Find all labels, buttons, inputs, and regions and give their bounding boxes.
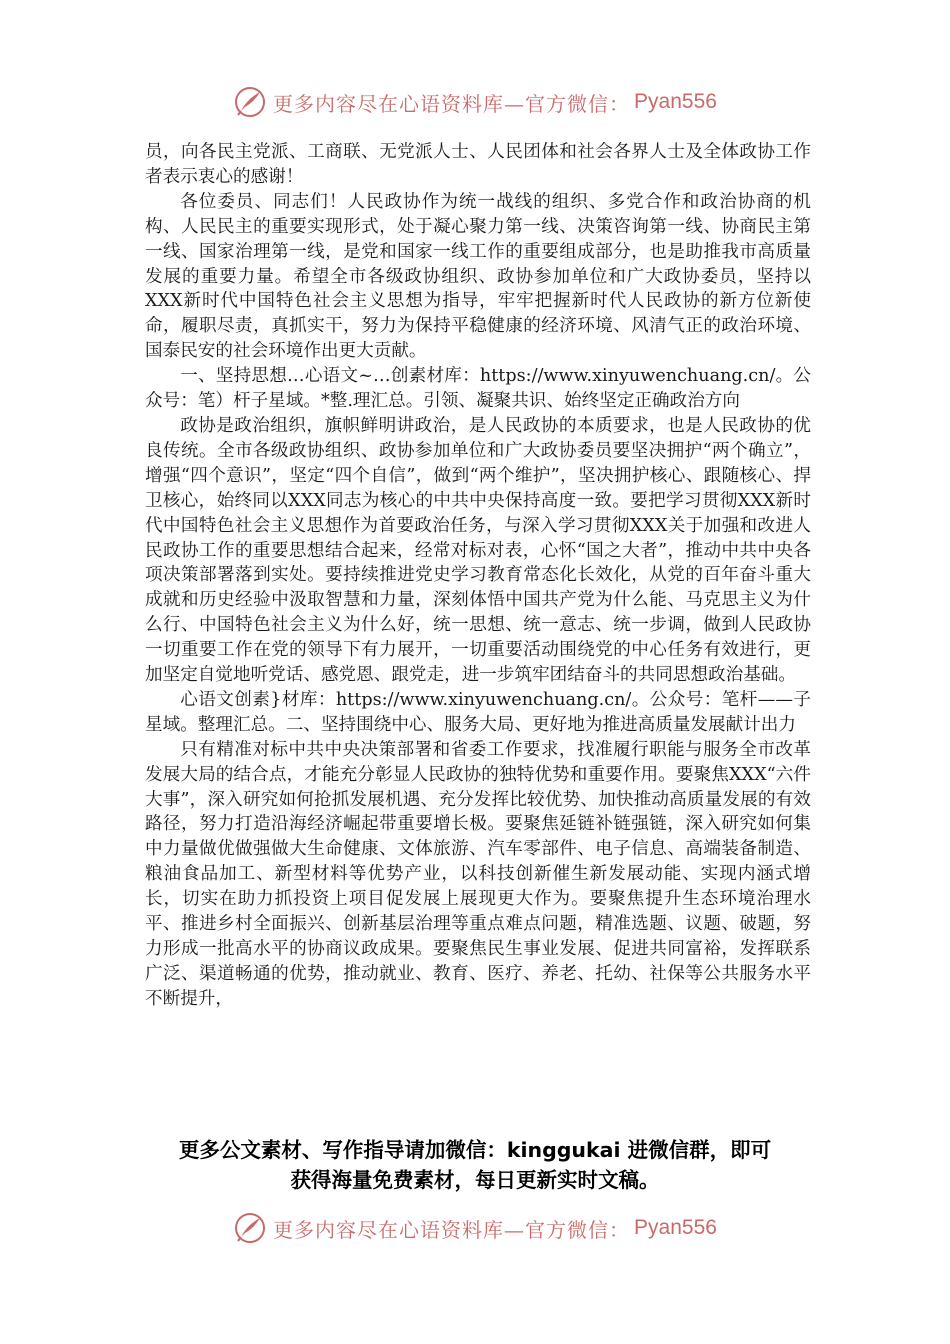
quill-logo-icon [233, 1211, 267, 1245]
watermark-wechat-id: Pyan556 [634, 1216, 717, 1239]
paragraph-section-1: 政协是政治组织，旗帜鲜明讲政治，是人民政协的本质要求，也是人民政协的优良传统。全市各级政协组织、政协参加单位和广大政协委员要坚决拥护“两个确立”，增强“四个意识”，坚定“四个自信”，做到“两个维护”，坚决拥护核心、跟随核心、捍卫核心，始终同以XXX同志为核心的中共中央保持高度一致。要把学习贯彻XXX新时代中国特色社会主义思想作为首要政治任务，与深入学习贯彻XXX关于加强和改进人民政协工作的重要思想结合起来，经常对标对表，心怀“国之大者”，推动中共中央各项决策部署落到实处。要持续推进党史学习教育常态化长效化，从党的百年奋斗重大成就和历史经验中汲取智慧和力量，深刻体悟中国共产党为什么能、马克思主义为什么行、中国特色社会主义为什么好，统一思想、统一意志、统一步调，做到人民政协一切重要工作在党的领导下有力展开，一切重要活动围绕党的中心任务有效进行，更加坚定自觉地听党话、感党恩、跟党走，进一步筑牢团结奋斗的共同思想政治基础。 [145, 415, 811, 686]
watermark-text: 更多内容尽在心语资料库—官方微信： [273, 1217, 631, 1242]
document-body [145, 140, 811, 1012]
paragraph-intro: 各位委员、同志们！人民政协作为统一战线的组织、多党合作和政治协商的机构、人民民主的重要实现形式，处于凝心聚力第一线、决策咨询第一线、协商民主第一线、国家治理第一线，是党和国家一线工作的重要组成部分，也是助推我市高质量发展的重要力量。希望全市各级政协组织、政协参加单位和广大政协委员，坚持以XXX新时代中国特色社会主义思想为指导，牢牢把握新时代人民政协的新方位新使命，履职尽责，真抓实干，努力为保持平稳健康的经济环境、风清气正的政治环境、国泰民安的社会环境作出更大贡献。 [145, 191, 811, 362]
quill-logo-icon [233, 85, 267, 119]
watermark-wechat-id: Pyan556 [634, 90, 717, 113]
promo-line-2: 获得海量免费素材，每日更新实时文稿。 [290, 1168, 660, 1192]
footer-watermark [0, 1208, 950, 1248]
header-watermark [0, 82, 950, 122]
promo-banner [0, 1135, 950, 1195]
watermark-text: 更多内容尽在心语资料库—官方微信： [273, 91, 631, 116]
paragraph-section-2: 只有精准对标中共中央决策部署和省委工作要求，找准履行职能与服务全市改革发展大局的结合点，才能充分彰显人民政协的独特优势和重要作用。要聚焦XXX“六件大事”，深入研究如何抢抓发展机遇、充分发挥比较优势、加快推动高质量发展的有效路径，努力打造沿海经济崛起带重要增长极。要聚焦延链补链强链，深入研究如何集中力量做优做强做大生命健康、文体旅游、汽车零部件、电子信息、高端装备制造、粮油食品加工、新型材料等优势产业，以科技创新催生新发展动能、实现内涵式增长，切实在助力抓投资上项目促发展上展现更大作为。要聚焦提升生态环境治理水平、推进乡村全面振兴、创新基层治理等重点难点问题，精准选题、议题、破题，努力形成一批高水平的协商议政成果。要聚焦民生事业发展、促进共同富裕，发挥联系广泛、渠道畅通的优势，推动就业、教育、医疗、养老、托幼、社保等公共服务水平不断提升， [145, 739, 811, 1009]
paragraph-continuation: 员，向各民主党派、工商联、无党派人士、人民团体和社会各界人士及全体政协工作者表示衷心的感谢！ [145, 142, 811, 187]
section-heading-2: 心语文创素}材库：https://www.xinyuwenchuang.cn/。公众号：笔杆——子星域。整理汇总。二、坚持围绕中心、服务大局、更好地为推进高质量发展献计出力 [145, 689, 811, 735]
promo-line-1: 更多公文素材、写作指导请加微信：kinggukai 进微信群，即可 [178, 1138, 772, 1162]
section-heading-1: 一、坚持思想…心语文~…创素材库：https://www.xinyuwenchuang.cn/。公众号：笔）杆子星域。*整.理汇总。引领、凝聚共识、始终坚定正确政治方向 [145, 366, 811, 412]
